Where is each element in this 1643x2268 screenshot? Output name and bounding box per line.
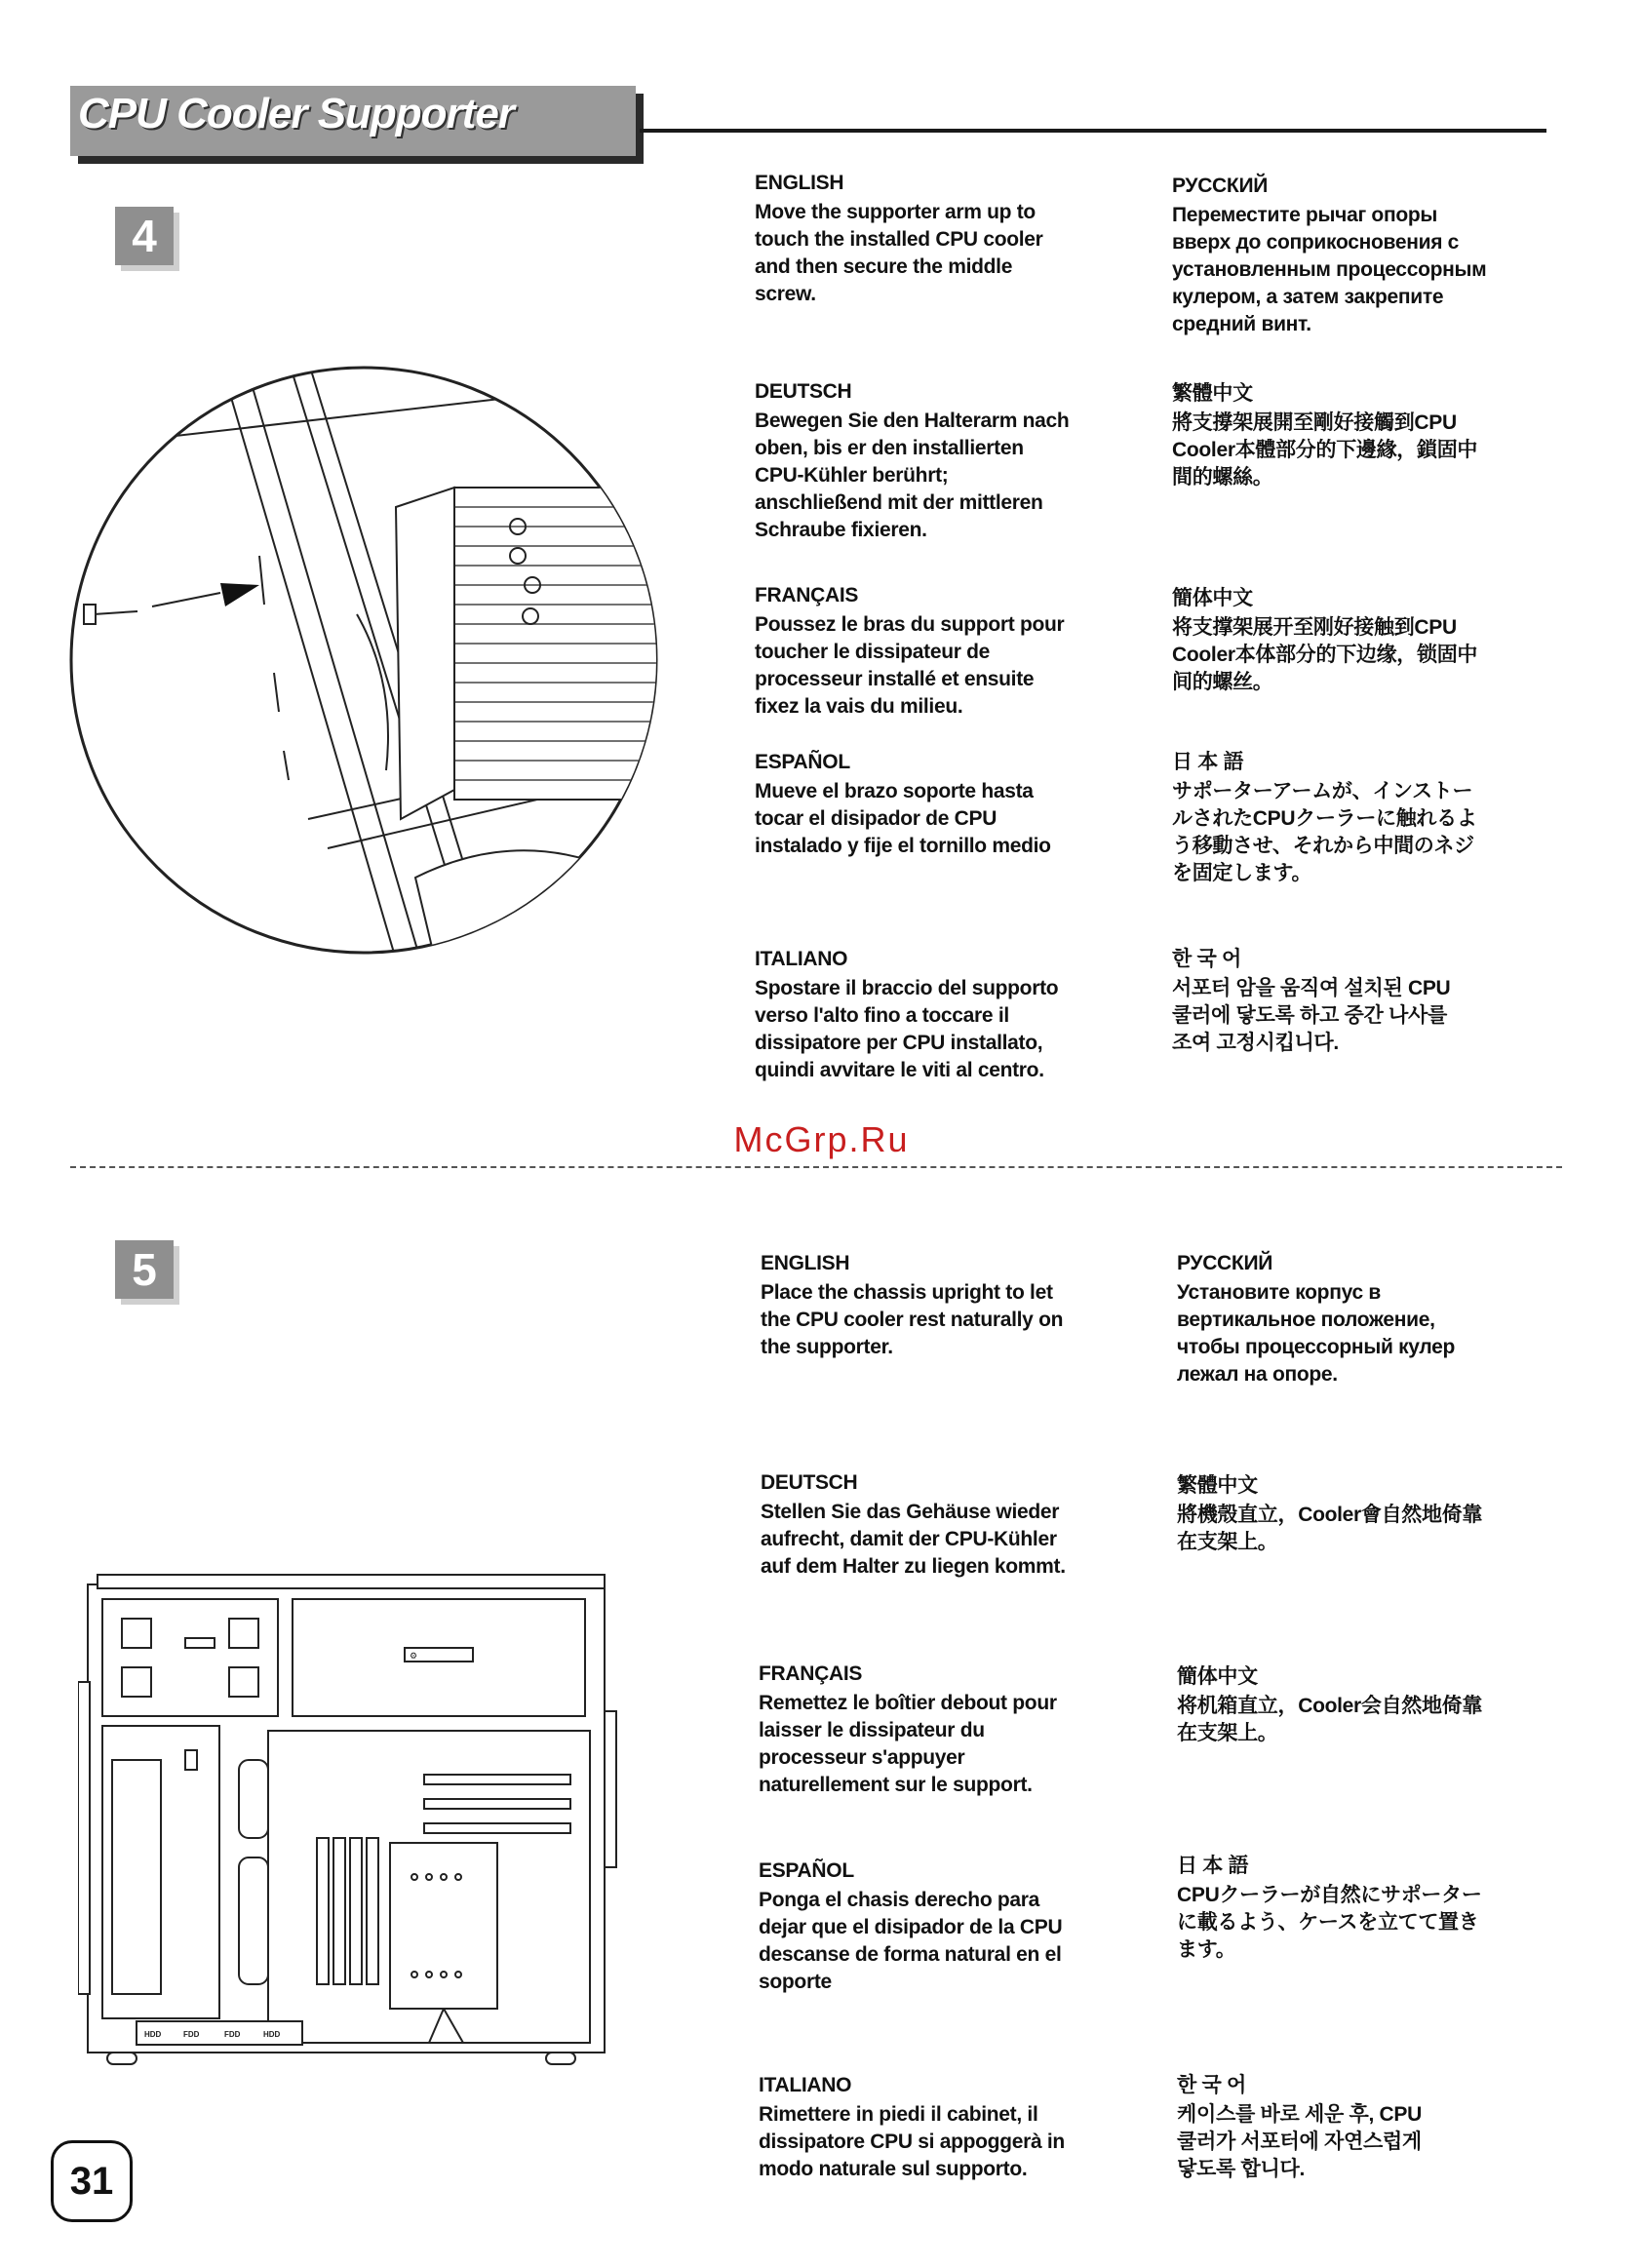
step-5-russian [1177,1250,1567,1388]
lang-body: 서포터 암을 움직여 설치된 CPU 쿨러에 닿도록 하고 중간 나사를 조여 고정시킵니다. [1172,977,1451,1054]
lang-heading: ITALIANO [759,2074,852,2096]
lang-body: Move the supporter arm up to touch the installed CPU cooler and then secure the middle screw. [755,201,1043,305]
step-4-badge: 4 [115,207,174,265]
lang-heading: ESPAÑOL [759,1859,854,1882]
lang-heading: ITALIANO [755,948,848,970]
svg-text:⚙: ⚙ [410,1651,418,1661]
io-label: HDD [263,2030,281,2039]
lang-body: CPUクーラーが自然にサポーター に載るよう、ケースを立てて置き ます。 [1177,1884,1482,1961]
step-5-japanese [1177,1853,1567,1964]
step-5-trad-chinese [1177,1472,1567,1556]
section-divider [70,1166,1562,1168]
lang-body: 将支撑架展开至刚好接触到CPU Cooler本体部分的下边缘，锁固中 间的螺丝。 [1172,616,1478,693]
step-4-simp-chinese [1172,585,1562,696]
lang-heading: FRANÇAIS [755,584,859,606]
lang-body: 케이스를 바로 세운 후, CPU 쿨러가 서포터에 자연스럽게 닿도록 합니다. [1177,2103,1422,2180]
lang-heading: DEUTSCH [755,380,852,403]
lang-heading: ESPAÑOL [755,751,850,773]
step-4-trad-chinese [1172,380,1562,491]
step-4-illustration [64,361,663,959]
lang-heading: РУССКИЙ [1177,1252,1273,1274]
step-4-italiano [755,946,1125,1084]
lang-body: Bewegen Sie den Halterarm nach oben, bis er den installierten CPU-Kühler berührt; anschließend mit der mittleren Schraube fixieren. [755,410,1070,541]
watermark: McGrp.Ru [733,1119,910,1159]
lang-heading: 簡体中文 [1177,1665,1258,1688]
step-5-korean [1177,2072,1567,2183]
step-5-badge: 5 [115,1240,174,1299]
io-label: FDD [183,2030,200,2039]
lang-heading: 日 本 語 [1177,1855,1249,1877]
title-rule [640,129,1546,133]
lang-heading: ENGLISH [761,1252,850,1274]
lang-heading: 한 국 어 [1172,948,1242,970]
lang-body: Remettez le boîtier debout pour laisser le dissipateur du processeur s'appuyer naturellement sur le support. [759,1692,1057,1796]
lang-body: サポーターアームが、インストー ルされたCPUクーラーに触れるよ う移動させ、それから中間のネジ を固定します。 [1172,780,1477,884]
step-4-russian [1172,173,1562,338]
step-4-deutsch [755,378,1125,544]
step-4-francais [755,582,1125,721]
step-4-espanol [755,749,1125,860]
step-5-italiano [759,2072,1129,2183]
lang-heading: 한 국 어 [1177,2074,1247,2096]
lang-body: 将机箱直立，Cooler会自然地倚靠 在支架上。 [1177,1695,1483,1744]
step-5-english [761,1250,1131,1361]
io-label: HDD [144,2030,162,2039]
step-5-espanol [759,1857,1129,1996]
lang-heading: ENGLISH [755,172,844,194]
lang-heading: FRANÇAIS [759,1662,863,1685]
lang-heading: РУССКИЙ [1172,175,1269,197]
lang-body: Mueve el brazo soporte hasta tocar el disipador de CPU instalado y fije el tornillo medio [755,780,1051,857]
lang-heading: 繁體中文 [1177,1474,1258,1497]
lang-heading: 簡体中文 [1172,587,1253,609]
lang-heading: 繁體中文 [1172,382,1253,405]
lang-body: Ponga el chasis derecho para dejar que el disipador de la CPU descanse de forma natural en el soporte [759,1889,1063,1993]
lang-body: Poussez le bras du support pour toucher le dissipateur de processeur installé et ensuite fixez la vais du milieu. [755,613,1065,718]
lang-body: 將支撐架展開至剛好接觸到CPU Cooler本體部分的下邊緣，鎖固中 間的螺絲。 [1172,411,1478,489]
step-5-deutsch [761,1469,1131,1581]
step-5-francais [759,1661,1129,1799]
lang-body: Rimettere in piedi il cabinet, il dissipatore CPU si appoggerà in modo naturale sul supporto. [759,2103,1065,2180]
lang-body: Установите корпус в вертикальное положение, чтобы процессорный кулер лежал на опоре. [1177,1281,1456,1386]
page-title: CPU Cooler Supporter [78,90,514,137]
step-5-illustration [78,1565,624,2082]
page-number: 31 [51,2140,133,2222]
step-4-korean [1172,946,1562,1057]
lang-body: Stellen Sie das Gehäuse wieder aufrecht, damit der CPU-Kühler auf dem Halter zu liegen kommt. [761,1501,1066,1578]
lang-body: 將機殼直立，Cooler會自然地倚靠 在支架上。 [1177,1504,1483,1553]
io-label: FDD [224,2030,241,2039]
step-4-english [755,170,1125,308]
lang-heading: DEUTSCH [761,1471,858,1494]
step-4-japanese [1172,749,1562,887]
step-5-simp-chinese [1177,1663,1567,1747]
lang-body: Переместите рычаг опоры вверх до соприкосновения с установленным процессорным кулером, а затем закрепите средний винт. [1172,204,1487,335]
lang-body: Spostare il braccio del supporto verso l'alto fino a toccare il dissipatore per CPU installato, quindi avvitare le viti al centro. [755,977,1059,1081]
lang-body: Place the chassis upright to let the CPU cooler rest naturally on the supporter. [761,1281,1064,1358]
lang-heading: 日 本 語 [1172,751,1244,773]
